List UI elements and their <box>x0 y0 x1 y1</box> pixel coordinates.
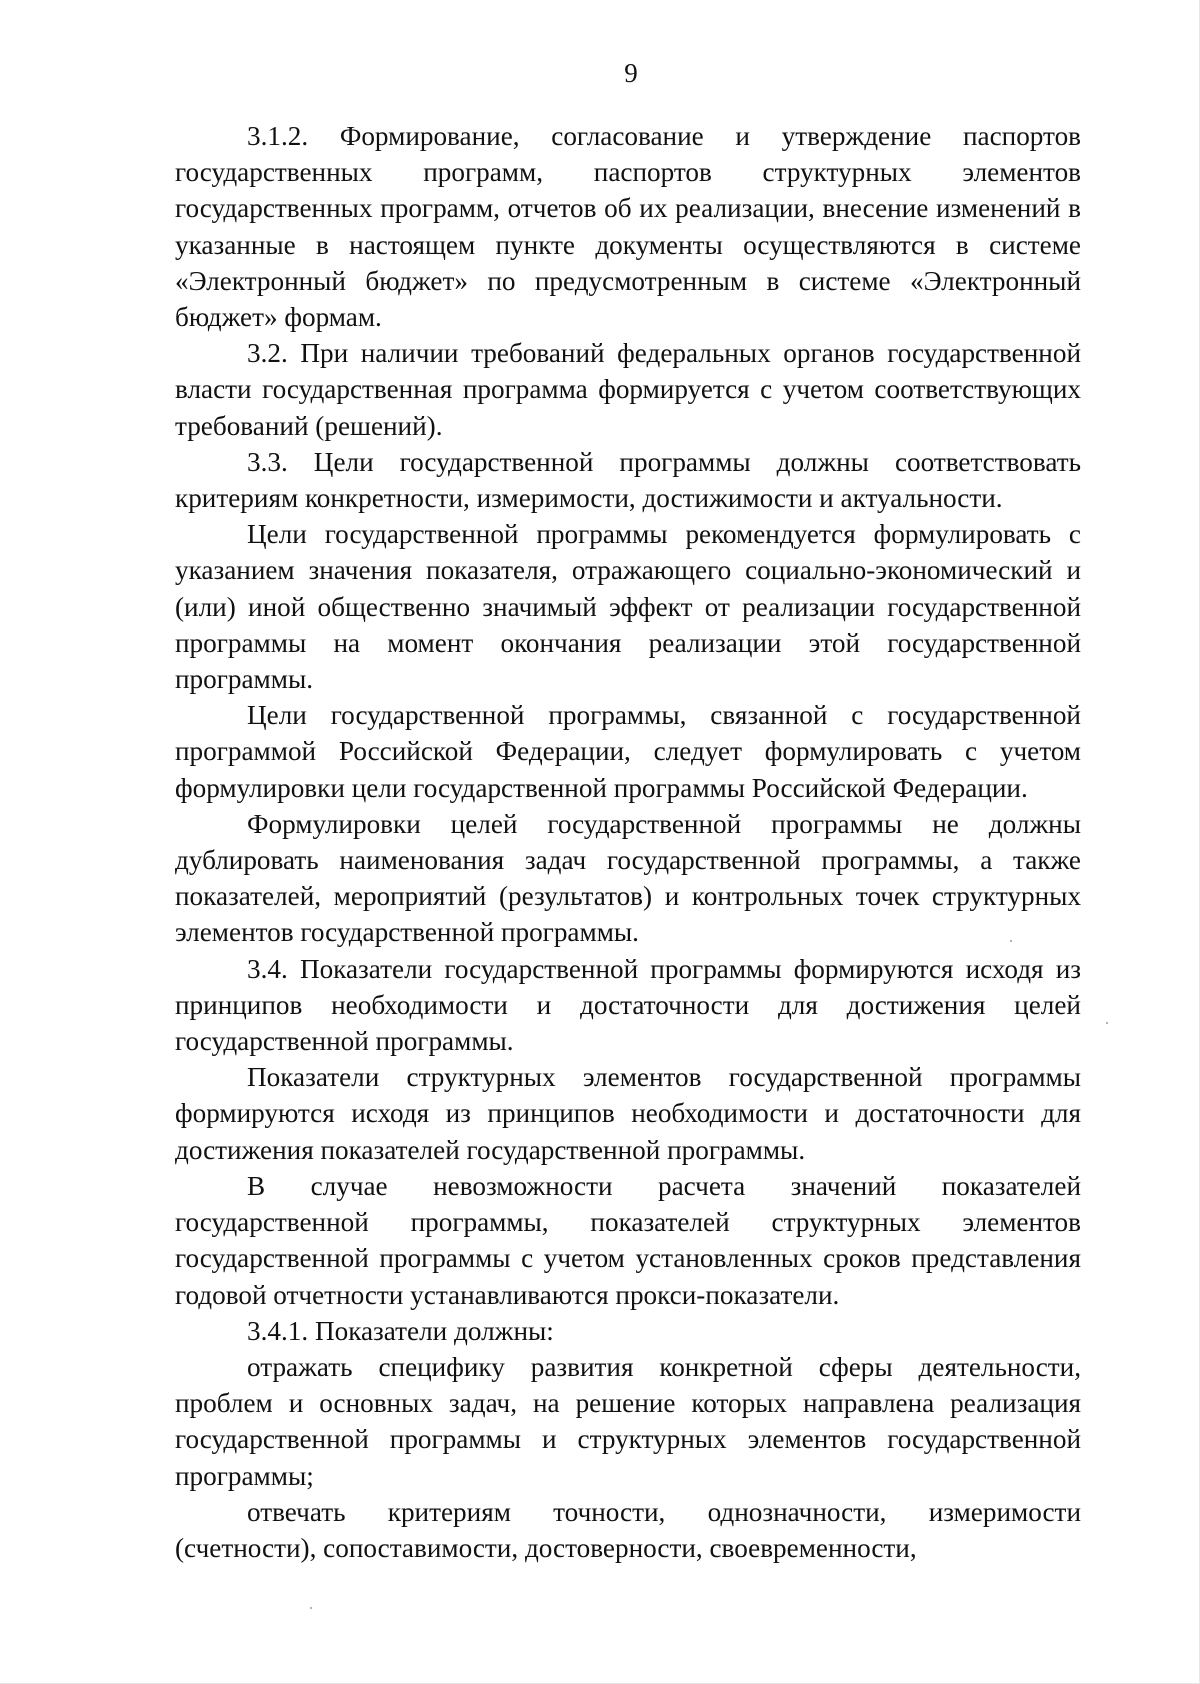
paragraph-3-2: 3.2. При наличии требований федеральных органов государственной власти государственная программа формируется с учетом соответствующих требований (решений). <box>175 338 1081 441</box>
paragraph-3-1-2: 3.1.2. Формирование, согласование и утверждение паспортов государственных программ, паспортов структурных элементов государственных программ, отчетов об их реализации, внесение изменений в указанные в настоящем пункте документы осуществляются в системе «Электронный бюджет» по предусмотренным в системе «Электронный бюджет» формам. <box>175 121 1081 333</box>
paragraph-structural-indicators: Показатели структурных элементов государственной программы формируются исходя из принципов необходимости и достаточности для достижения показателей государственной программы. <box>175 1062 1081 1165</box>
scan-speck <box>1106 1022 1108 1024</box>
page-number: 9 <box>624 58 638 88</box>
document-body <box>175 118 1081 1566</box>
paragraph-goals-formulation: Цели государственной программы рекомендуется формулировать с указанием значения показателя, отражающего социально-экономический и (или) иной общественно значимый эффект от реализации государственной программы на момент окончания реализации этой государственной программы. <box>175 519 1081 695</box>
scan-speck <box>1010 940 1012 942</box>
paragraph-goals-no-duplication: Формулировки целей государственной программы не должны дублировать наименования задач государственной программы, а также показателей, мероприятий (результатов) и контрольных точек структурных элементов государственной программы. <box>175 808 1081 948</box>
paragraph-goals-federal-link: Цели государственной программы, связанной с государственной программой Российской Федерации, следует формулировать с учетом формулировки цели государственной программы Российской Федерации. <box>175 700 1081 803</box>
scan-speck <box>310 1607 312 1609</box>
paragraph-meet-criteria: отвечать критериям точности, однозначности, измеримости (счетности), сопоставимости, достоверности, своевременности, <box>175 1496 1081 1563</box>
paragraph-proxy-indicators: В случае невозможности расчета значений показателей государственной программы, показателей структурных элементов государственной программы с учетом установленных сроков представления годовой отчетности устанавливаются прокси-показатели. <box>175 1170 1081 1310</box>
paragraph-3-4: 3.4. Показатели государственной программы формируются исходя из принципов необходимости и достаточности для достижения целей государственной программы. <box>175 953 1081 1057</box>
paragraph-3-4-1: 3.4.1. Показатели должны: <box>247 1315 554 1346</box>
paragraph-reflect-specifics: отражать специфику развития конкретной сферы деятельности, проблем и основных задач, на решение которых направлена реализация государственной программы и структурных элементов государственной программы; <box>175 1351 1081 1491</box>
paragraph-3-3: 3.3. Цели государственной программы должны соответствовать критериям конкретности, измеримости, достижимости и актуальности. <box>175 446 1081 514</box>
